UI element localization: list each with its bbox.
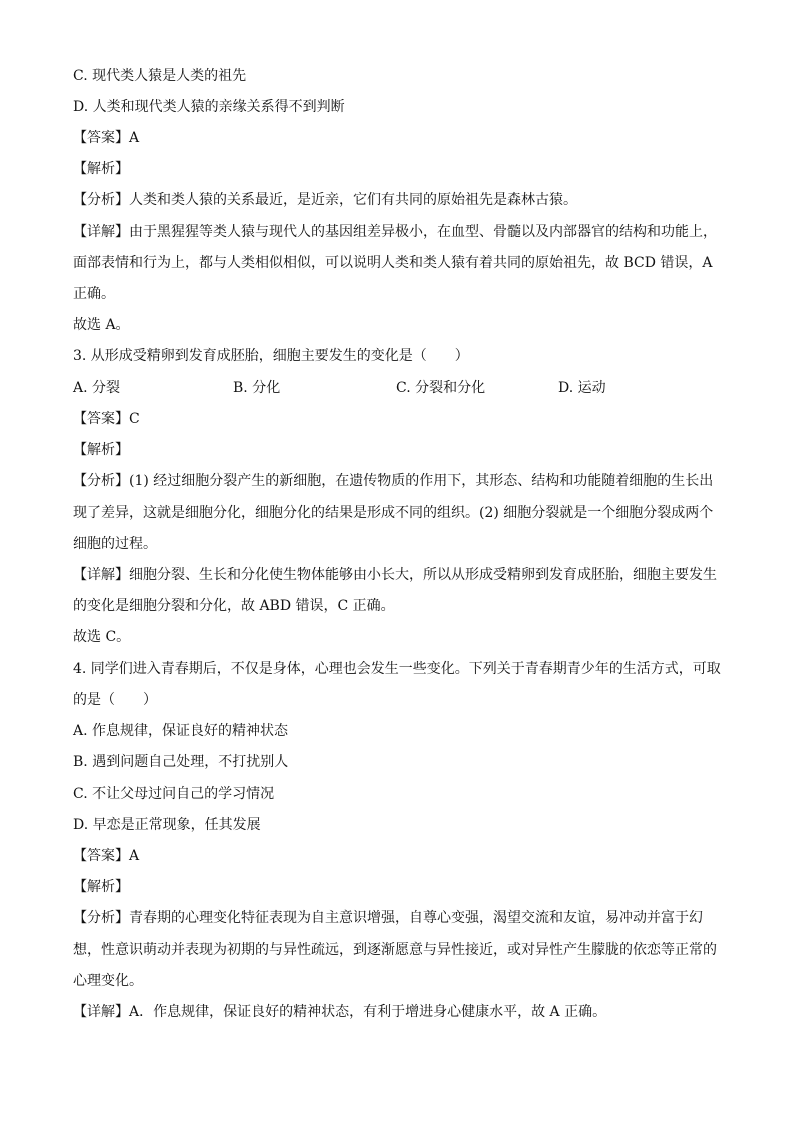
q2-detail-line-3: 正确。 (73, 286, 115, 302)
q2-analysis: 【分析】人类和类人猿的关系最近，是近亲，它们有共同的原始祖先是森林古猿。 (73, 192, 577, 208)
q3-answer: 【答案】C (73, 411, 140, 427)
q2-option-d: D. 人类和现代类人猿的亲缘关系得不到判断 (73, 99, 345, 115)
q4-stem-line-2: 的是（ ） (73, 692, 157, 708)
q3-option-d: D. 运动 (558, 380, 606, 396)
q2-answer: 【答案】A (73, 130, 140, 146)
q3-option-c: C. 分裂和分化 (396, 380, 486, 396)
q4-answer: 【答案】A (73, 848, 140, 864)
q4-detail-line-1: 【详解】A．作息规律，保证良好的精神状态，有利于增进身心健康水平，故 A 正确。 (73, 1004, 607, 1020)
q3-conclusion: 故选 C。 (73, 629, 131, 645)
q4-analysis-line-3: 心理变化。 (73, 973, 143, 989)
q4-analysis-line-1: 【分析】青春期的心理变化特征表现为自主意识增强，自尊心变强，渴望交流和友谊，易冲动并富于幻 (73, 910, 703, 926)
q4-option-b: B. 遇到问题自己处理，不打扰别人 (73, 754, 289, 770)
q4-option-a: A. 作息规律，保证良好的精神状态 (73, 723, 289, 739)
q2-option-c: C. 现代类人猿是人类的祖先 (73, 68, 247, 84)
q3-stem: 3. 从形成受精卵到发育成胚胎，细胞主要发生的变化是（ ） (73, 348, 469, 364)
q3-detail-line-1: 【详解】细胞分裂、生长和分化使生物体能够由小长大，所以从形成受精卵到发育成胚胎，细胞主要发生 (73, 567, 717, 583)
q4-option-c: C. 不让父母过问自己的学习情况 (73, 786, 275, 802)
q4-stem-line-1: 4. 同学们进入青春期后，不仅是身体，心理也会发生一些变化。下列关于青春期青少年的生活方式，可取 (73, 661, 721, 677)
q3-option-a: A. 分裂 (73, 380, 121, 396)
q2-detail-line-2: 面部表情和行为上，都与人类相似相似，可以说明人类和类人猿有着共同的原始祖先，故 BCD 错误，A (73, 255, 713, 271)
q4-jiexi-heading: 【解析】 (73, 879, 129, 895)
q2-jiexi-heading: 【解析】 (73, 161, 129, 177)
q3-jiexi-heading: 【解析】 (73, 442, 129, 458)
q3-analysis-line-3: 细胞的过程。 (73, 536, 157, 552)
q3-option-b: B. 分化 (233, 380, 281, 396)
q2-detail-line-1: 【详解】由于黑猩猩等类人猿与现代人的基因组差异极小，在血型、骨髓以及内部器官的结构和功能上， (73, 224, 717, 240)
q4-option-d: D. 早恋是正常现象，任其发展 (73, 817, 261, 833)
q3-detail-line-2: 的变化是细胞分裂和分化，故 ABD 错误，C 正确。 (73, 598, 395, 614)
q3-analysis-line-2: 现了差异，这就是细胞分化，细胞分化的结果是形成不同的组织。(2) 细胞分裂就是一个细胞分裂成两个 (73, 505, 714, 521)
q4-analysis-line-2: 想，性意识萌动并表现为初期的与异性疏远，到逐渐愿意与异性接近，或对异性产生朦胧的依恋等正常的 (73, 942, 717, 958)
q3-analysis-line-1: 【分析】(1) 经过细胞分裂产生的新细胞，在遗传物质的作用下，其形态、结构和功能随着细胞的生长出 (73, 473, 714, 489)
q2-conclusion: 故选 A。 (73, 317, 130, 333)
